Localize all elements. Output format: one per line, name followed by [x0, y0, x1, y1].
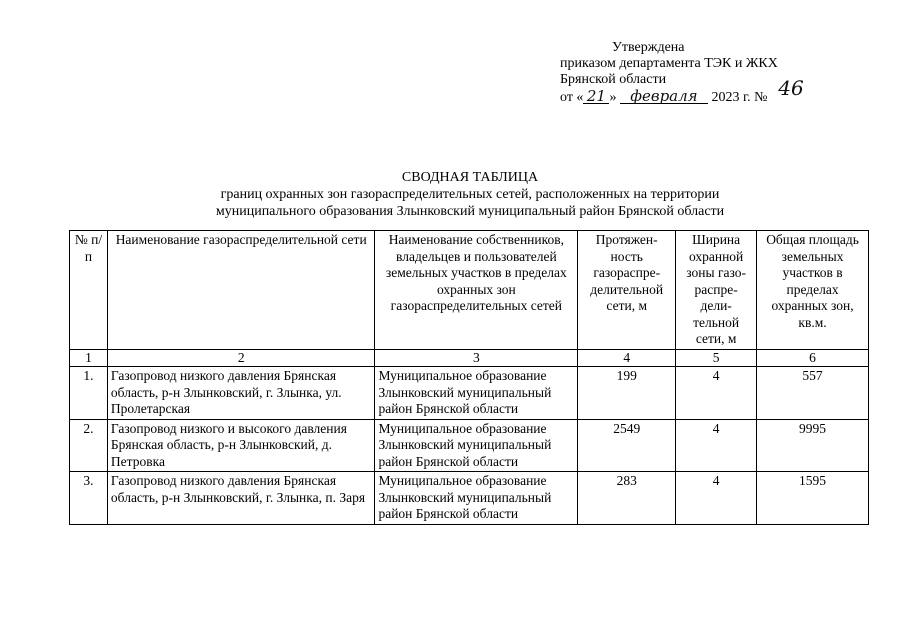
header-owners: Наименование собственников, владельцев и пользователей земельных участков в пределах охранных зон газораспределительных сетей [375, 231, 578, 350]
width-cell: 4 [676, 472, 757, 525]
approval-title: Утверждена [612, 40, 685, 55]
date-quote-close: » [609, 90, 617, 105]
length-cell: 2549 [578, 419, 676, 472]
approval-block [560, 40, 811, 106]
length-cell: 283 [578, 472, 676, 525]
column-index-row [70, 349, 869, 367]
table-row [70, 419, 869, 472]
table-row [70, 472, 869, 525]
header-network-name: Наименование газораспределительной сети [107, 231, 375, 350]
handwritten-month: февраля [620, 90, 708, 104]
approval-region: Брянской области [560, 72, 667, 87]
width-cell: 4 [676, 419, 757, 472]
header-zone-width: Ширина охранной зоны газо-распре-дели-тельной сети, м [676, 231, 757, 350]
table-header-row [70, 231, 869, 350]
title-subtitle-1: границ охранных зон газораспределительных сетей, расположенных на территории [220, 187, 720, 202]
approval-order: приказом департамента ТЭК и ЖКХ [560, 56, 778, 71]
column-index: 6 [757, 349, 869, 367]
title-subtitle-2: муниципального образования Злынковский муниципальный район Брянской области [215, 204, 725, 219]
header-num: № п/п [70, 231, 108, 350]
column-index: 3 [375, 349, 578, 367]
width-cell: 4 [676, 367, 757, 420]
row-number: 1. [70, 367, 108, 420]
handwritten-day: 21 [583, 90, 609, 104]
row-number: 3. [70, 472, 108, 525]
column-index: 4 [578, 349, 676, 367]
date-year: 2023 г. № [711, 90, 768, 105]
owner-cell: Муниципальное образование Злынковский муниципальный район Брянской области [375, 419, 578, 472]
column-index: 1 [70, 349, 108, 367]
summary-table [69, 230, 869, 525]
header-area: Общая площадь земельных участков в пределах охранных зон, кв.м. [757, 231, 869, 350]
table-row [70, 367, 869, 420]
network-name-cell: Газопровод низкого давления Брянская область, р-н Злынковский, г. Злынка, п. Заря [107, 472, 375, 525]
area-cell: 1595 [757, 472, 869, 525]
title-heading: СВОДНАЯ ТАБЛИЦА [401, 170, 539, 185]
header-length: Протяжен-ность газораспре-делительной сети, м [578, 231, 676, 350]
handwritten-order-number: 46 [778, 76, 804, 100]
row-number: 2. [70, 419, 108, 472]
date-prefix: от « [560, 90, 584, 105]
network-name-cell: Газопровод низкого давления Брянская область, р-н Злынковский, г. Злынка, ул. Пролетарская [107, 367, 375, 420]
area-cell: 9995 [757, 419, 869, 472]
area-cell: 557 [757, 367, 869, 420]
owner-cell: Муниципальное образование Злынковский муниципальный район Брянской области [375, 472, 578, 525]
network-name-cell: Газопровод низкого и высокого давления Брянская область, р-н Злынковский, д. Петровка [107, 419, 375, 472]
column-index: 2 [107, 349, 375, 367]
owner-cell: Муниципальное образование Злынковский муниципальный район Брянской области [375, 367, 578, 420]
document-title [0, 169, 904, 220]
column-index: 5 [676, 349, 757, 367]
length-cell: 199 [578, 367, 676, 420]
